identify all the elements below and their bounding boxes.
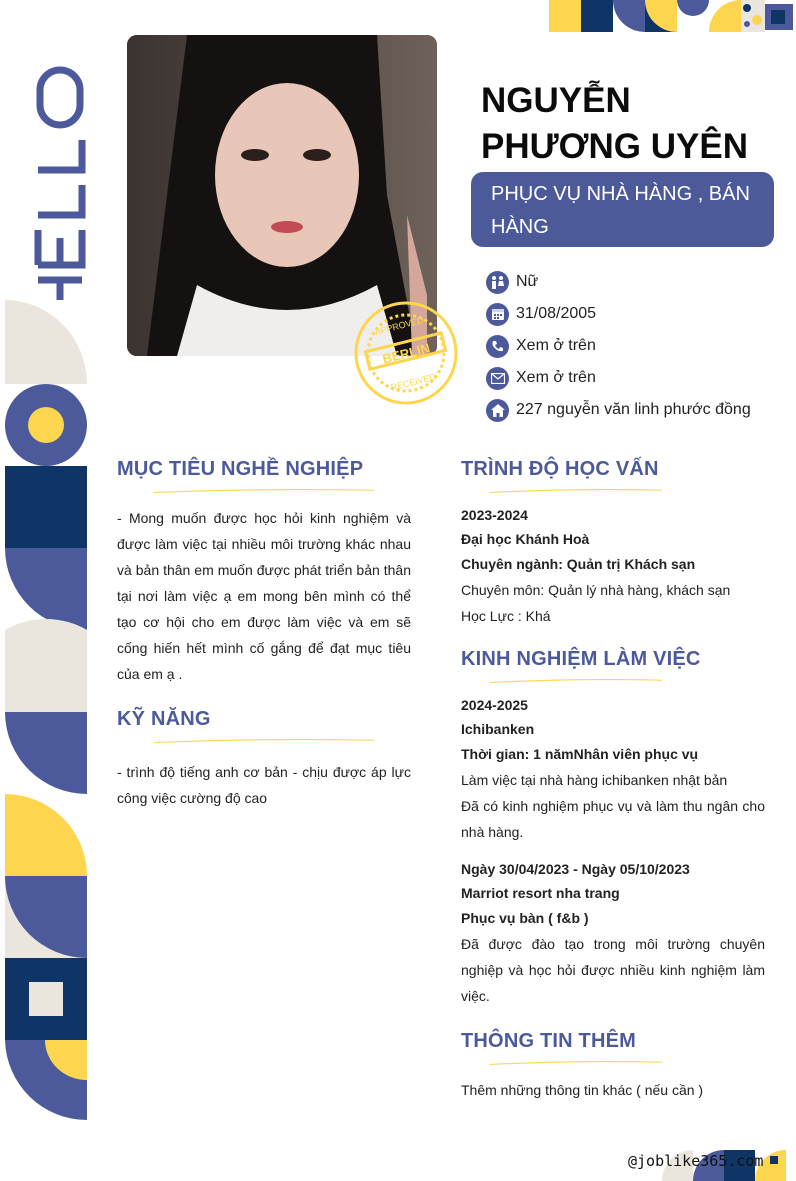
- extra-text: Thêm những thông tin khác ( nếu cần ): [461, 1082, 704, 1098]
- skills-title: KỸ NĂNG: [117, 708, 211, 730]
- job-description: Làm việc tại nhà hàng ichibanken nhật bản: [461, 772, 728, 788]
- education-school: Đại học Khánh Hoà: [461, 531, 590, 547]
- name-line-2: PHƯƠNG UYÊN: [481, 127, 748, 166]
- education-period: 2023-2024: [461, 507, 528, 523]
- extra-title: THÔNG TIN THÊM: [461, 1030, 637, 1052]
- experience-item: [461, 693, 765, 845]
- gender-icon: [486, 271, 509, 294]
- skills-text: - trình độ tiếng anh cơ bản - chịu được áp lực công việc cường độ cao: [117, 764, 411, 806]
- calendar-icon: [486, 303, 509, 326]
- approved-stamp: [353, 300, 459, 406]
- home-icon: [486, 399, 509, 422]
- email-value: Xem ở trên: [516, 369, 596, 386]
- objective-text: - Mong muốn được học hỏi kinh nghiệm và được làm việc tại nhiều môi trường khác nhau và bản thân em muốn được phát triển bản thân tại nơi làm việc ạ em mong bên mình có thể tạo cơ hội cho em được làm việc và em sẽ cống hiến hết mình cố gắng để đạt mục tiêu của em ạ .: [117, 510, 411, 682]
- title-underline: [117, 488, 411, 494]
- name-line-1: NGUYỄN: [481, 81, 631, 120]
- birthday-value: 31/08/2005: [516, 305, 597, 322]
- hello-decor-text: [30, 60, 90, 325]
- experience-title: KINH NGHIỆM LÀM VIỆC: [461, 648, 701, 670]
- objective-title: MỤC TIÊU NGHỀ NGHIỆP: [117, 458, 364, 480]
- candidate-name: [481, 78, 781, 170]
- skills-section: [117, 708, 411, 811]
- job-description: Đã có kinh nghiệm phục vụ và làm thu ngân cho nhà hàng.: [461, 798, 765, 840]
- experience-item: [461, 857, 765, 1009]
- education-specialty: Chuyên môn: Quản lý nhà hàng, khách sạn: [461, 582, 731, 598]
- top-decor-band: [549, 0, 796, 32]
- title-underline: [461, 488, 691, 494]
- job-role: Thời gian: 1 nămNhân viên phục vụ: [461, 746, 699, 762]
- left-decor-strip: [5, 300, 87, 1120]
- svg-text:RECEIVED: RECEIVED: [389, 371, 437, 393]
- contact-phone: [486, 330, 786, 362]
- contact-info: [486, 266, 786, 426]
- contact-address: [486, 394, 786, 426]
- experience-section: [461, 648, 765, 1009]
- position-badge: [471, 172, 774, 247]
- job-company: Ichibanken: [461, 721, 535, 737]
- education-title: TRÌNH ĐỘ HỌC VẤN: [461, 458, 659, 480]
- title-underline: [461, 1060, 691, 1066]
- extra-section: [461, 1030, 765, 1103]
- svg-text:BERLIN: BERLIN: [380, 340, 432, 367]
- email-icon: [486, 367, 509, 390]
- education-section: [461, 458, 765, 629]
- job-description: Đã được đào tạo trong môi trường chuyên nghiệp và học hỏi được nhiều kinh nghiệm làm việc.: [461, 936, 765, 1004]
- position-text: PHỤC VỤ NHÀ HÀNG , BÁN HÀNG: [491, 183, 750, 238]
- title-underline: [461, 678, 691, 684]
- job-period: Ngày 30/04/2023 - Ngày 05/10/2023: [461, 861, 690, 877]
- job-role: Phục vụ bàn ( f&b ): [461, 910, 589, 926]
- objective-section: [117, 458, 411, 687]
- education-grade: Học Lực : Khá: [461, 608, 551, 624]
- gender-value: Nữ: [516, 273, 539, 290]
- footer-watermark: @joblike365.com: [628, 1152, 764, 1170]
- contact-email: [486, 362, 786, 394]
- contact-birthday: [486, 298, 786, 330]
- contact-gender: [486, 266, 786, 298]
- title-underline: [117, 738, 411, 744]
- phone-icon: [486, 335, 509, 358]
- svg-text:APPROVED: APPROVED: [373, 314, 425, 337]
- address-value: 227 nguyễn văn linh phước đồng: [516, 401, 751, 418]
- job-company: Marriot resort nha trang: [461, 885, 620, 901]
- education-major: Chuyên ngành: Quản trị Khách sạn: [461, 556, 696, 572]
- phone-value: Xem ở trên: [516, 337, 596, 354]
- job-period: 2024-2025: [461, 697, 528, 713]
